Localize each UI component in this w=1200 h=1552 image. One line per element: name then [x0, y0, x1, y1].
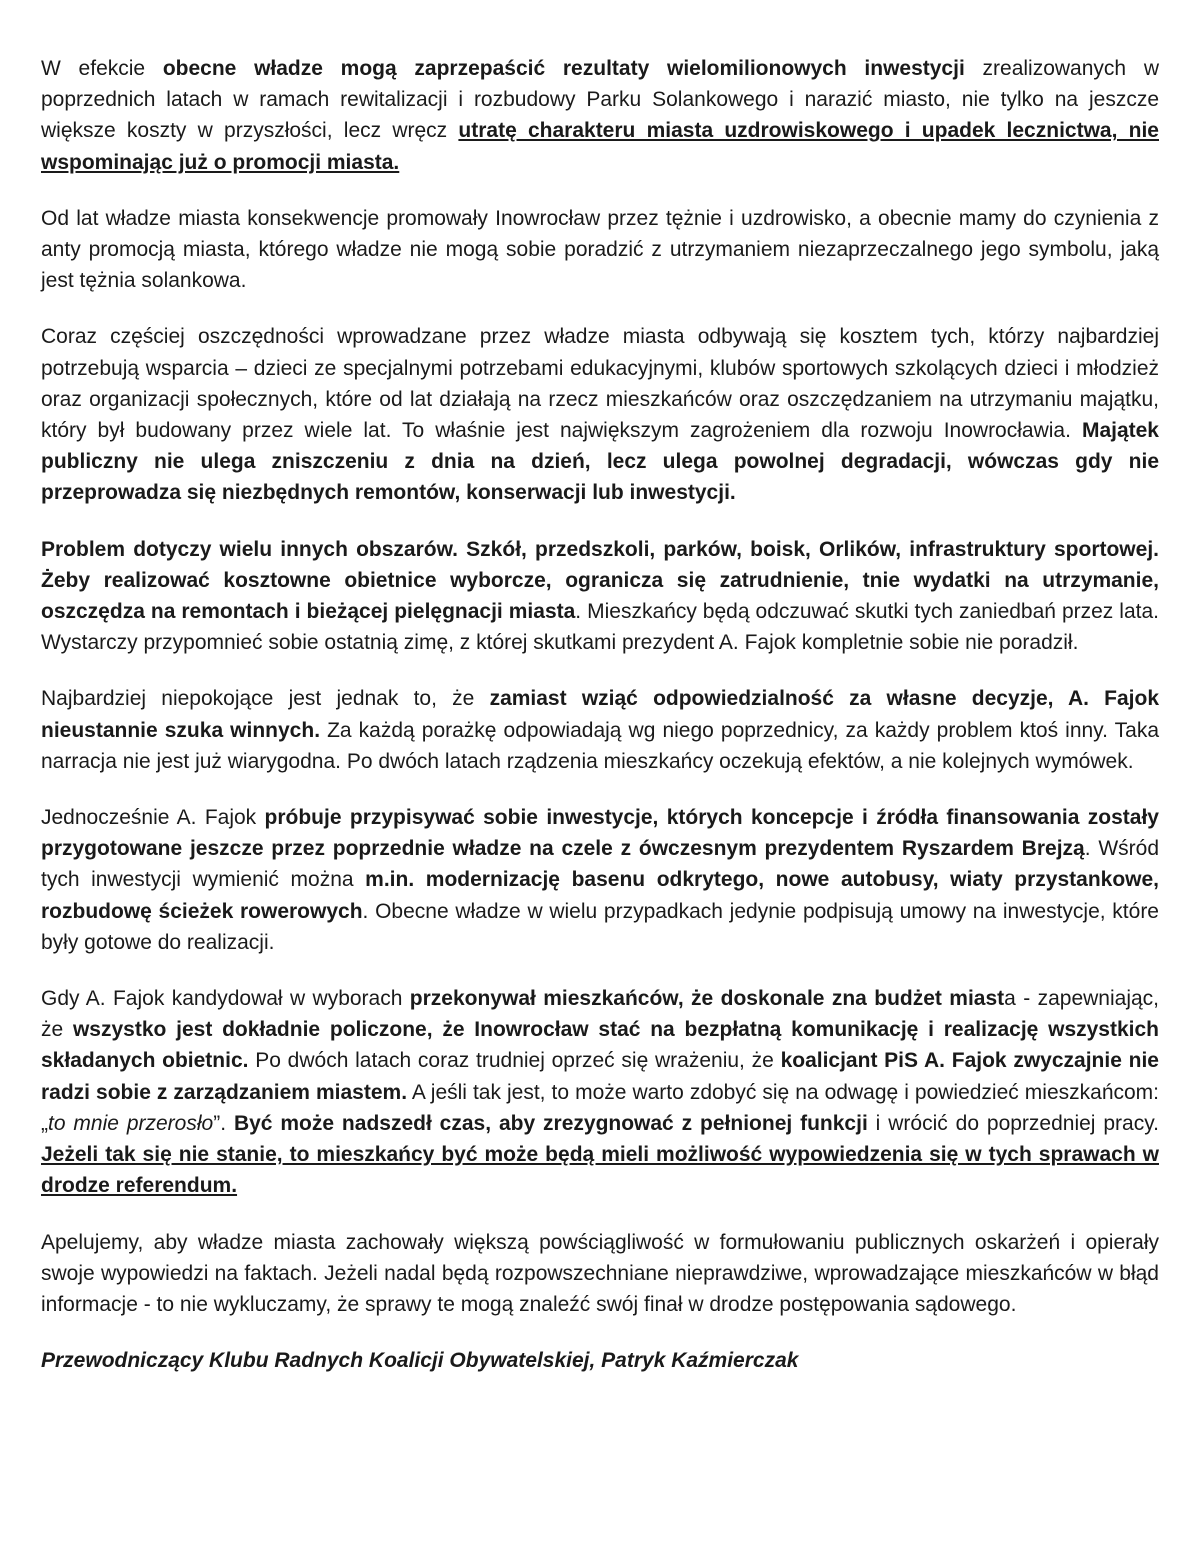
text-run: i wrócić do poprzedniej pracy. — [867, 1111, 1159, 1135]
text-run: Za każdą porażkę odpowiadają wg niego poprzednicy, za każdy problem ktoś inny. Taka narracja nie jest już wiarygodna. Po dwóch latach rządzenia mieszkańcy oczekują efektów, a nie kolejnych wymówek. — [41, 718, 1159, 773]
bold-text: Być może nadszedł czas, aby zrezygnować z pełnionej funkcji — [233, 1111, 868, 1135]
text-run: a - zapewniając, że — [41, 987, 1159, 1042]
paragraph — [41, 683, 1159, 777]
text-run: Po dwóch latach coraz trudniej oprzeć się wrażeniu, że — [248, 1049, 781, 1073]
text-run: Od lat władze miasta konsekwencje promowały Inowrocław przez tężnie i uzdrowisko, a obecnie mamy do czynienia z anty promocją miasta, którego władze nie mogą sobie poradzić z utrzymaniem niezaprzeczalnego jego symbolu, jaką jest tężnia solankowa. — [41, 206, 1159, 293]
paragraph — [41, 534, 1159, 659]
bold-text: zamiast wziąć odpowiedzialność za własne decyzje, A. Fajok nieustannie szuka winnych. — [41, 687, 1160, 742]
text-run: W efekcie — [41, 57, 163, 80]
paragraph — [41, 1227, 1159, 1321]
signature: Przewodniczący Klubu Radnych Koalicji Obywatelskiej, Patryk Kaźmierczak — [41, 1349, 799, 1373]
bold-text: przekonywał mieszkańców, że doskonale zna budżet miast — [409, 987, 1005, 1011]
text-run: ”. — [213, 1111, 234, 1135]
bold-text: Majątek publiczny nie ulega zniszczeniu z dnia na dzień, lecz ulega powolnej degradacji, wówczas gdy nie przeprowadza się niezbędnych remontów, konserwacji lub inwestycji. — [41, 419, 1159, 505]
bold-text: wszystko jest dokładnie policzone, że Inowrocław stać na bezpłatną komunikację i realizację wszystkich składanych obietnic. — [41, 1018, 1159, 1073]
paragraph — [41, 802, 1159, 958]
italic-text: to mnie przerosło — [48, 1111, 214, 1135]
bold-text: próbuje przypisywać sobie inwestycje, których koncepcje i źródła finansowania zostały przygotowane jeszcze przez poprzednie władze na czele z ówczesnym prezydentem Ryszardem Brejzą — [41, 806, 1159, 861]
paragraph — [41, 203, 1159, 297]
bold-text: m.in. modernizację basenu odkrytego, nowe autobusy, wiaty przystankowe, rozbudowę ścieżek rowerowych — [41, 868, 1159, 923]
text-run: Gdy A. Fajok kandydował w wyborach — [41, 987, 410, 1011]
text-run: . Wśród tych inwestycji wymienić można — [41, 837, 1160, 892]
paragraph — [41, 983, 1159, 1201]
paragraph — [41, 321, 1159, 508]
bold-underlined-text: Jeżeli tak się nie stanie, to mieszkańcy być może będą mieli możliwość wypowiedzenia się w tych sprawach w drodze referendum. — [41, 1143, 1159, 1198]
text-run: Najbardziej niepokojące jest jednak to, że — [41, 687, 490, 711]
text-run: Apelujemy, aby władze miasta zachowały większą powściągliwość w formułowaniu publicznych oskarżeń i opierały swoje wypowiedzi na faktach. Jeżeli nadal będą rozpowszechniane nieprawdziwe, wprowadzające mieszkańców w błąd informacje - to nie wykluczamy, że sprawy te mogą znaleźć swój finał w drodze postępowania sądowego. — [41, 1230, 1159, 1316]
bold-text: koalicjant PiS A. Fajok zwyczajnie nie radzi sobie z zarządzaniem miastem. — [41, 1049, 1159, 1104]
text-run: zrealizowanych w poprzednich latach w ramach rewitalizacji i rozbudowy Parku Solankowego i narazić miasto, nie tylko na jeszcze większe koszty w przyszłości, lecz wręcz — [41, 57, 1159, 143]
paragraphs — [41, 53, 1159, 1320]
bold-underlined-text: utratę charakteru miasta uzdrowiskowego i upadek lecznictwa, nie wspominając już o promocji miasta. — [41, 119, 1159, 174]
text-run: A jeśli tak jest, to może warto zdobyć się na odwagę i powiedzieć mieszkańcom: „ — [41, 1080, 1160, 1135]
text-run: . Obecne władze w wielu przypadkach jedynie podpisują umowy na inwestycje, które były gotowe do realizacji. — [41, 899, 1159, 954]
bold-text: Problem dotyczy wielu innych obszarów. Szkół, przedszkoli, parków, boisk, Orlików, infrastruktury sportowej. Żeby realizować kosztowne obietnice wyborcze, ogranicza się zatrudnienie, tnie wydatki na utrzymanie, oszczędza na remontach i bieżącej pielęgnacji miasta — [41, 537, 1159, 624]
bold-text: obecne władze mogą zaprzepaścić rezultaty wielomilionowych inwestycji — [162, 57, 965, 80]
text-run: Jednocześnie A. Fajok — [41, 806, 265, 830]
paragraph — [41, 53, 1159, 178]
text-run: Coraz częściej oszczędności wprowadzane przez władze miasta odbywają się kosztem tych, którzy najbardziej potrzebują wsparcia – dzieci ze specjalnymi potrzebami edukacyjnymi, klubów sportowych szkolących dzieci i młodzież oraz organizacji społecznych, które od lat działają na rzecz mieszkańców oraz oszczędzaniem na utrzymaniu majątku, który był budowany przez wiele lat. To właśnie jest największym zagrożeniem dla rozwoju Inowrocławia. — [41, 325, 1159, 443]
document-body — [41, 53, 1159, 1401]
text-run: . Mieszkańcy będą odczuwać skutki tych zaniedbań przez lata. Wystarczy przypomnieć sobie ostatnią zimę, z której skutkami prezydent A. Fajok kompletnie sobie nie poradził. — [41, 600, 1159, 655]
